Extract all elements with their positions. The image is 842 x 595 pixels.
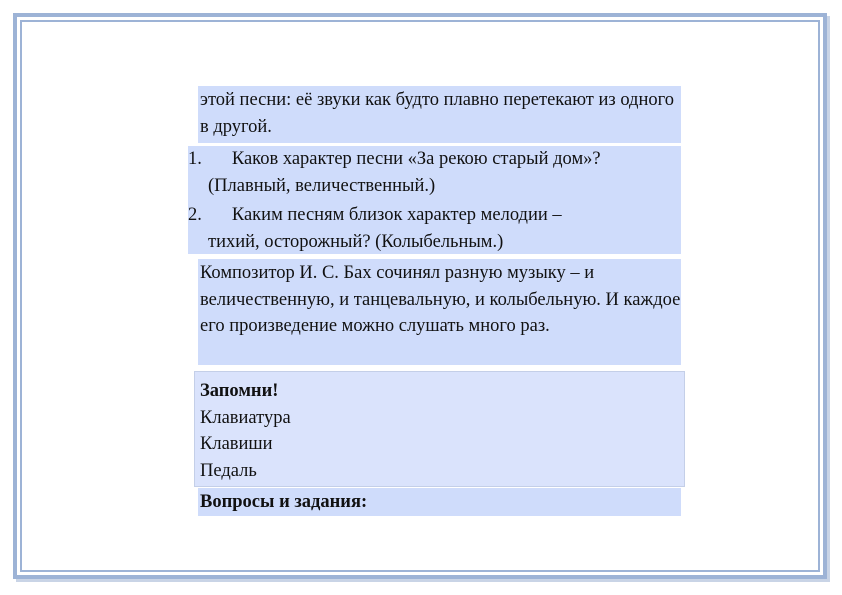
list-item-question: Каков характер песни «За рекою старый дом»? — [231, 149, 601, 169]
questions-heading-block — [198, 488, 681, 516]
list-item-question: Каким песням близок характер мелодии – — [231, 205, 562, 225]
remember-term: Клавиатура — [200, 407, 291, 428]
bach-paragraph-block — [198, 259, 681, 365]
list-item-number: 1. — [188, 149, 202, 169]
intro-paragraph: этой песни: её звуки как будто плавно перетекают из одного в другой. — [200, 90, 674, 137]
list-item — [188, 146, 681, 199]
remember-term: Клавиши — [200, 434, 273, 454]
questions-list — [188, 146, 681, 254]
remember-title: Запомни! — [200, 381, 279, 401]
questions-heading: Вопросы и задания: — [200, 492, 368, 512]
intro-paragraph-block — [198, 86, 681, 143]
list-item-answer: (Плавный, величественный.) — [208, 175, 436, 196]
list-item-number: 2. — [188, 205, 202, 225]
remember-term: Педаль — [200, 460, 257, 481]
list-item — [188, 202, 681, 255]
remember-box — [194, 371, 685, 487]
bach-paragraph: Композитор И. С. Бах сочинял разную музыку – и величественную, и танцевальную, и колыбельную. И каждое его произведение можно слушать много раз. — [200, 263, 681, 336]
list-item-answer: тихий, осторожный? (Колыбельным.) — [208, 231, 504, 252]
